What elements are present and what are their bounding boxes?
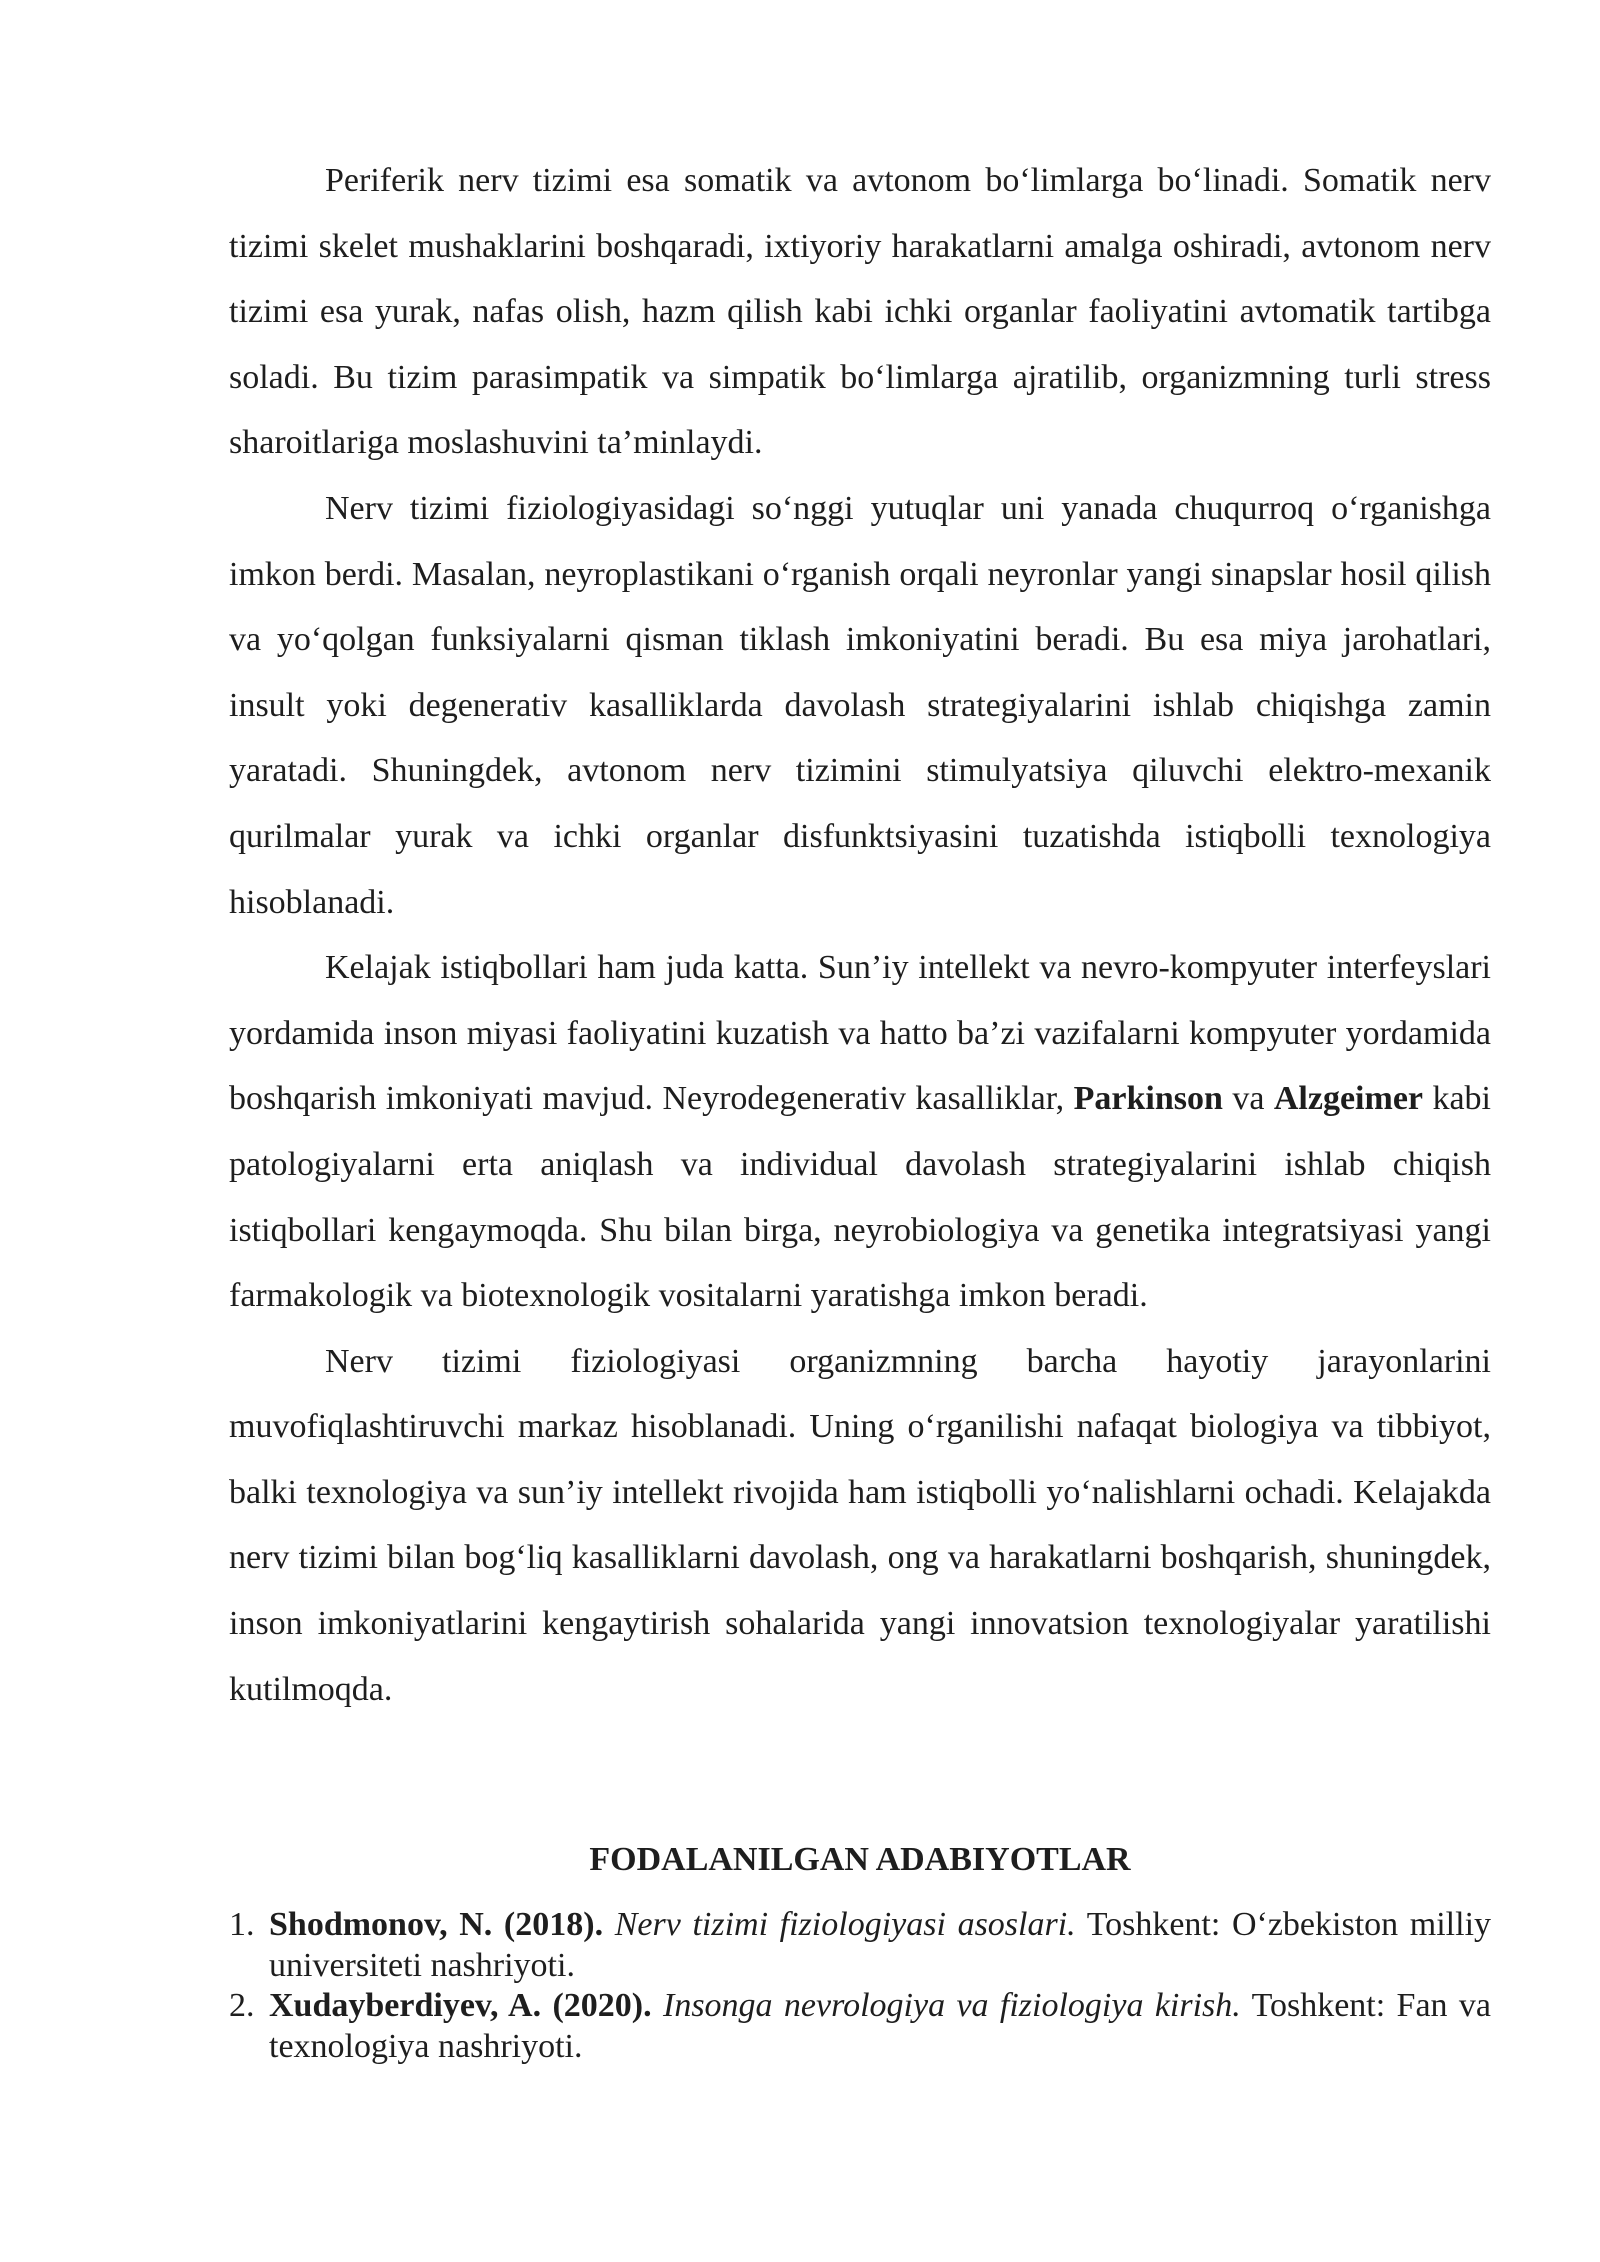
references-heading: FODALANILGAN ADABIYOTLAR (589, 1841, 1131, 1878)
text-run: Nerv tizimi fiziologiyasi organizmning barcha hayotiy jarayonlarini muvofiqlashtiruvchi markaz hisoblanadi. Uning o‘rganilishi nafaqat biologiya va tibbiyot, balki texnologiya va sun’iy intellekt rivojida ham istiqbolli yo‘nalishlarni ochadi. Kelajakda nerv tizimi bilan bog‘liq kasalliklarni davolash, ong va harakatlarni boshqarish, shuningdek, inson imkoniyatlarini kengaytirish sohalarida yangi innovatsion texnologiyalar yaratilishi kutilmoqda. (229, 1342, 1491, 1708)
paragraph (229, 935, 1491, 1329)
bold-term-alzgeimer: Alzgeimer (1273, 1080, 1424, 1118)
reference-item (229, 1905, 1491, 1986)
reference-number: 2. (229, 1987, 255, 2024)
reference-author: Xudayberdiyev, A. (2020). (269, 1987, 652, 2024)
text-run: kabi patologiyalarni erta aniqlash va individual davolash strategiyalarini ishlab chiqish istiqbollari kengaymoqda. Shu bilan birga, neyrobiologiya va genetika integratsiyasi yangi farmakologik va biotexnologik vositalarni yaratishga imkon beradi. (229, 1080, 1491, 1315)
paragraph (229, 476, 1491, 935)
reference-author: Shodmonov, N. (2018). (269, 1906, 604, 1943)
text-run: Nerv tizimi fiziologiyasidagi so‘nggi yutuqlar uni yanada chuqurroq o‘rganishga imkon berdi. Masalan, neyroplastikani o‘rganish orqali neyronlar yangi sinapslar hosil qilish va yo‘qolgan funksiyalarni qisman tiklash imkoniyatini beradi. Bu esa miya jarohatlari, insult yoki degenerativ kasalliklarda davolash strategiyalarini ishlab chiqishga zamin yaratadi. Shuningdek, avtonom nerv tizimini stimulyatsiya qiluvchi elektro-mexanik qurilmalar yurak va ichki organlar disfunktsiyasini tuzatishda istiqbolli texnologiya hisoblanadi. (229, 489, 1491, 921)
references-list (229, 1905, 1491, 2067)
reference-number: 1. (229, 1906, 255, 1943)
text-run: Kelajak istiqbollari ham juda katta. Sun’iy intellekt va nevro-kompyuter interfeyslari yordamida inson miyasi faoliyatini kuzatish va hatto ba’zi vazifalarni kompyuter yordamida boshqarish imkoniyati mavjud. Neyrodegenerativ kasalliklar, (229, 949, 1491, 1118)
text-run: Periferik nerv tizimi esa somatik va avtonom bo‘limlarga bo‘linadi. Somatik nerv tizimi skelet mushaklarini boshqaradi, ixtiyoriy harakatlarni amalga oshiradi, avtonom nerv tizimi esa yurak, nafas olish, hazm qilish kabi ichki organlar faoliyatini avtomatik tartibga soladi. Bu tizim parasimpatik va simpatik bo‘limlarga ajratilib, organizmning turli stress sharoitlariga moslashuvini ta’minlaydi. (229, 162, 1491, 462)
paragraph (229, 1329, 1491, 1723)
reference-publisher: Toshkent: Fan va texnologiya nashriyoti. (269, 1987, 1492, 2065)
reference-title: Nerv tizimi fiziologiyasi asoslari. (614, 1906, 1076, 1943)
reference-publisher: Toshkent: O‘zbekiston milliy universiteti nashriyoti. (269, 1906, 1492, 1984)
reference-item (229, 1986, 1491, 2067)
body-text (229, 148, 1491, 1722)
text-run: va (1222, 1080, 1274, 1118)
paragraph (229, 148, 1491, 476)
reference-title: Insonga nevrologiya va fiziologiya kirish. (663, 1987, 1241, 2024)
bold-term-parkinson: Parkinson (1073, 1080, 1223, 1118)
